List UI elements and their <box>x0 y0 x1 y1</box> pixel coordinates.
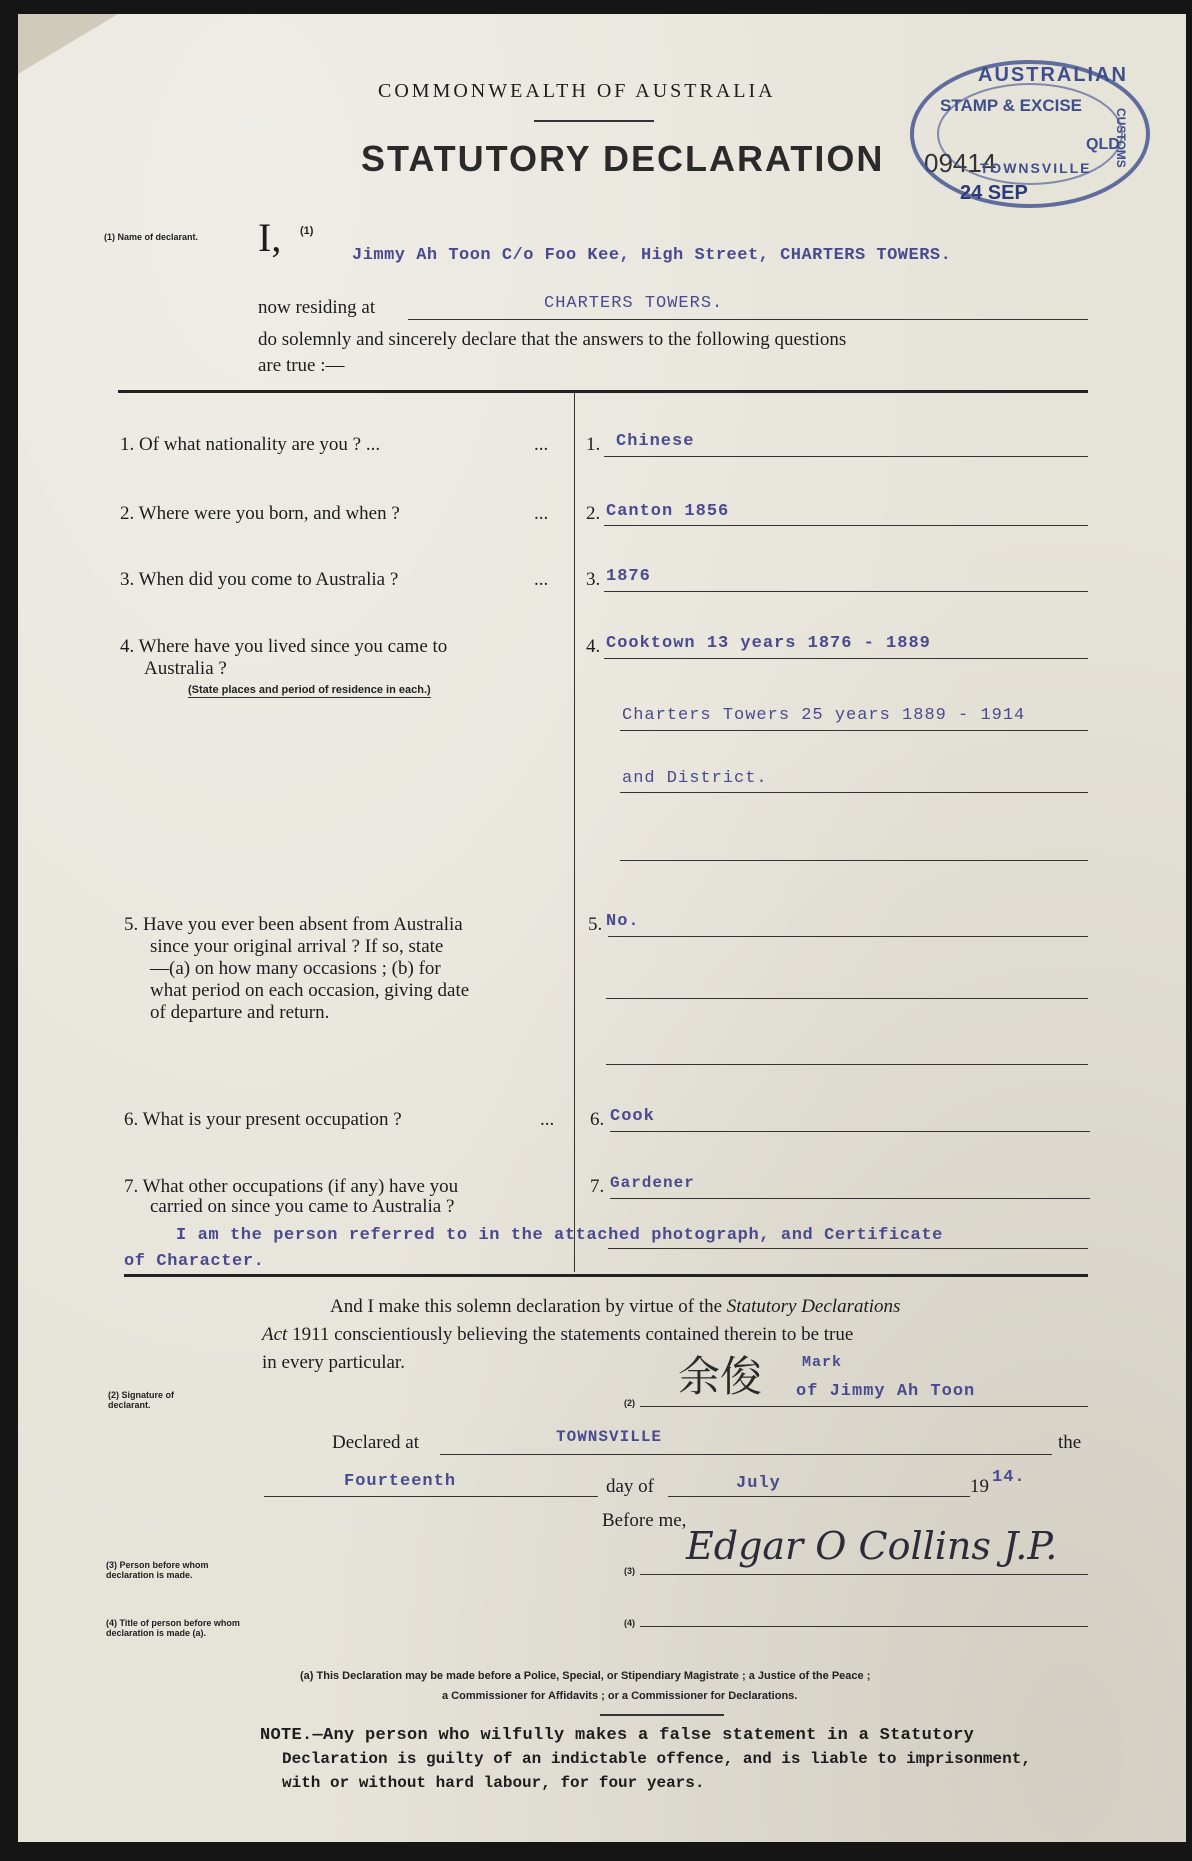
question-5-line-2: since your original arrival ? If so, state <box>150 936 444 957</box>
chinese-mark: 余俊 <box>678 1352 763 1401</box>
answer-4-line-3 <box>620 792 1088 793</box>
stamp-middle: STAMP & EXCISE <box>940 96 1083 115</box>
footnote-rule <box>600 1714 724 1716</box>
question-7: 7. What other occupations (if any) have you <box>124 1176 459 1197</box>
answer-6-number: 6. <box>590 1109 605 1130</box>
declared-day: Fourteenth <box>344 1472 457 1491</box>
day-line <box>264 1496 598 1497</box>
document-number: 09414 <box>924 148 997 178</box>
declare-intro: do solemnly and sincerely declare that the answers to the following questions <box>258 329 847 350</box>
stamp-top: AUSTRALIAN <box>978 64 1128 86</box>
answer-5: No. <box>606 912 640 931</box>
answer-5-line-2 <box>606 998 1088 999</box>
margin-label-person-before: (3) Person before whom declaration is made. <box>106 1560 209 1580</box>
declare-intro-2: are true :— <box>258 355 345 376</box>
residing-line <box>408 319 1088 320</box>
residing-label: now residing at <box>258 297 376 318</box>
declared-month: July <box>736 1474 781 1493</box>
answer-5-line-3 <box>606 1064 1088 1065</box>
answer-7-number: 7. <box>590 1176 605 1197</box>
question-4: 4. Where have you lived since you came to <box>120 636 448 657</box>
question-5-line-5: of departure and return. <box>150 1002 330 1023</box>
answer-2-number: 2. <box>586 503 601 524</box>
month-line <box>668 1496 970 1497</box>
stamp-date: 24 SEP <box>960 182 1028 204</box>
declared-place: TOWNSVILLE <box>556 1428 663 1446</box>
answer-2-line <box>604 525 1088 526</box>
stamp-right: CUSTOMS <box>1114 108 1128 168</box>
declared-day-of: day of <box>606 1476 655 1497</box>
answer-5-number: 5. <box>588 914 603 935</box>
extra-statement-line-2: of Character. <box>124 1252 265 1271</box>
extra-statement-line-1: I am the person referred to in the attached photograph, and Certificate <box>176 1226 943 1245</box>
declarant-i: I, <box>258 215 282 260</box>
declared-the: the <box>1058 1432 1082 1453</box>
question-7-line-2: carried on since you came to Australia ? <box>150 1196 455 1217</box>
signature-line <box>640 1406 1088 1407</box>
margin-label-signature: (2) Signature of declarant. <box>108 1390 175 1410</box>
jp-signature: Edgar O Collins J.P. <box>686 1524 1058 1568</box>
declarant-name: Jimmy Ah Toon C/o Foo Kee, High Street, CHARTERS TOWERS. <box>352 246 952 265</box>
solemn-line-3: in every particular. <box>262 1352 405 1373</box>
question-5-line-3: —(a) on how many occasions ; (b) for <box>150 958 441 979</box>
margin-label-title-before: (4) Title of person before whom declaration is made (a). <box>106 1618 240 1638</box>
declaration-page <box>18 14 1186 1842</box>
note-line-2: Declaration is guilty of an indictable offence, and is liable to imprisonment, <box>282 1750 1031 1768</box>
commonwealth-heading: COMMONWEALTH OF AUSTRALIA <box>378 80 776 102</box>
answer-4-line-1-text: Cooktown 13 years 1876 - 1889 <box>606 634 931 653</box>
question-4-line-2: Australia ? <box>144 658 227 679</box>
signature-of-name: of Jimmy Ah Toon <box>796 1382 976 1401</box>
question-6-dots: ... <box>540 1109 555 1130</box>
question-3: 3. When did you come to Australia ? <box>120 569 399 590</box>
solemn-line-2 <box>262 1324 853 1346</box>
declarant-marker: (1) <box>300 225 314 237</box>
answer-3: 1876 <box>606 567 651 586</box>
footnote-line-2: a Commissioner for Affidavits ; or a Commissioner for Declarations. <box>442 1690 798 1702</box>
declared-at-label: Declared at <box>332 1432 420 1453</box>
solemn-line-1a: And I make this solemn declaration by virtue of the <box>330 1296 727 1317</box>
questions-top-rule <box>118 390 1088 393</box>
folded-corner <box>18 14 118 74</box>
declared-at-line <box>440 1454 1052 1455</box>
solemn-line-1 <box>330 1296 900 1318</box>
title-before-marker: (4) <box>624 1618 635 1628</box>
answer-3-number: 3. <box>586 569 601 590</box>
question-2: 2. Where were you born, and when ? <box>120 503 400 524</box>
extra-answer-line <box>608 1248 1088 1249</box>
answer-4-line-4 <box>620 860 1088 861</box>
margin-label-declarant: (1) Name of declarant. <box>104 232 199 242</box>
signature-marker: (2) <box>624 1398 635 1408</box>
question-5-line-1: 5. Have you ever been absent from Australia <box>124 914 463 935</box>
answer-1: Chinese <box>616 432 695 451</box>
answer-6-line <box>610 1131 1090 1132</box>
question-4-note: (State places and period of residence in each.) <box>188 684 431 696</box>
act-italic: Act <box>262 1324 288 1345</box>
residing-value: CHARTERS TOWERS. <box>544 294 724 313</box>
answer-7-line <box>610 1198 1090 1199</box>
question-3-dots: ... <box>534 569 549 590</box>
stamp-bottom: TOWNSVILLE <box>980 160 1092 176</box>
before-me: Before me, <box>602 1510 687 1531</box>
answer-2: Canton 1856 <box>606 502 730 521</box>
note-line-1: NOTE.—Any person who wilfully makes a false statement in a Statutory <box>260 1726 975 1745</box>
answer-5-line-1 <box>608 936 1088 937</box>
answer-6: Cook <box>610 1107 655 1126</box>
question-1-dots: ... <box>534 434 549 455</box>
footnote-line-1: (a) This Declaration may be made before a Police, Special, or Stipendiary Magistrate ; a Justice of the Peace ; <box>300 1670 871 1682</box>
question-5-line-4: what period on each occasion, giving date <box>150 980 470 1001</box>
person-before-marker: (3) <box>624 1566 635 1576</box>
statutory-declarations-italic: Statutory Declarations <box>726 1296 901 1317</box>
answer-7: Gardener <box>610 1174 695 1192</box>
column-divider <box>574 392 575 1272</box>
answer-4-line-2-text: Charters Towers 25 years 1889 - 1914 <box>622 706 1026 725</box>
declared-year: 14. <box>992 1468 1026 1487</box>
note-line-3: with or without hard labour, for four years. <box>282 1774 705 1792</box>
answer-4-line-2 <box>620 730 1088 731</box>
signature-mark-label: Mark <box>802 1354 843 1371</box>
question-1: 1. Of what nationality are you ? ... <box>120 434 381 455</box>
stamp-qld: QLD <box>1086 136 1120 153</box>
answer-4-line-1 <box>604 658 1088 659</box>
heading-rule <box>534 120 654 122</box>
document-title: STATUTORY DECLARATION <box>361 138 885 179</box>
customs-stamp <box>900 46 1170 216</box>
answer-4-line-3-text: and District. <box>622 769 768 788</box>
questions-bottom-rule <box>124 1274 1088 1277</box>
answer-3-line <box>604 591 1088 592</box>
answer-1-line <box>604 456 1088 457</box>
declared-year-prefix: 19 <box>970 1476 989 1497</box>
question-6: 6. What is your present occupation ? <box>124 1109 402 1130</box>
answer-4-number: 4. <box>586 636 601 657</box>
person-before-line <box>640 1574 1088 1575</box>
title-before-line <box>640 1626 1088 1627</box>
question-2-dots: ... <box>534 503 549 524</box>
solemn-line-2b: 1911 conscientiously believing the statements contained therein to be true <box>287 1324 854 1345</box>
answer-1-number: 1. <box>586 434 601 455</box>
